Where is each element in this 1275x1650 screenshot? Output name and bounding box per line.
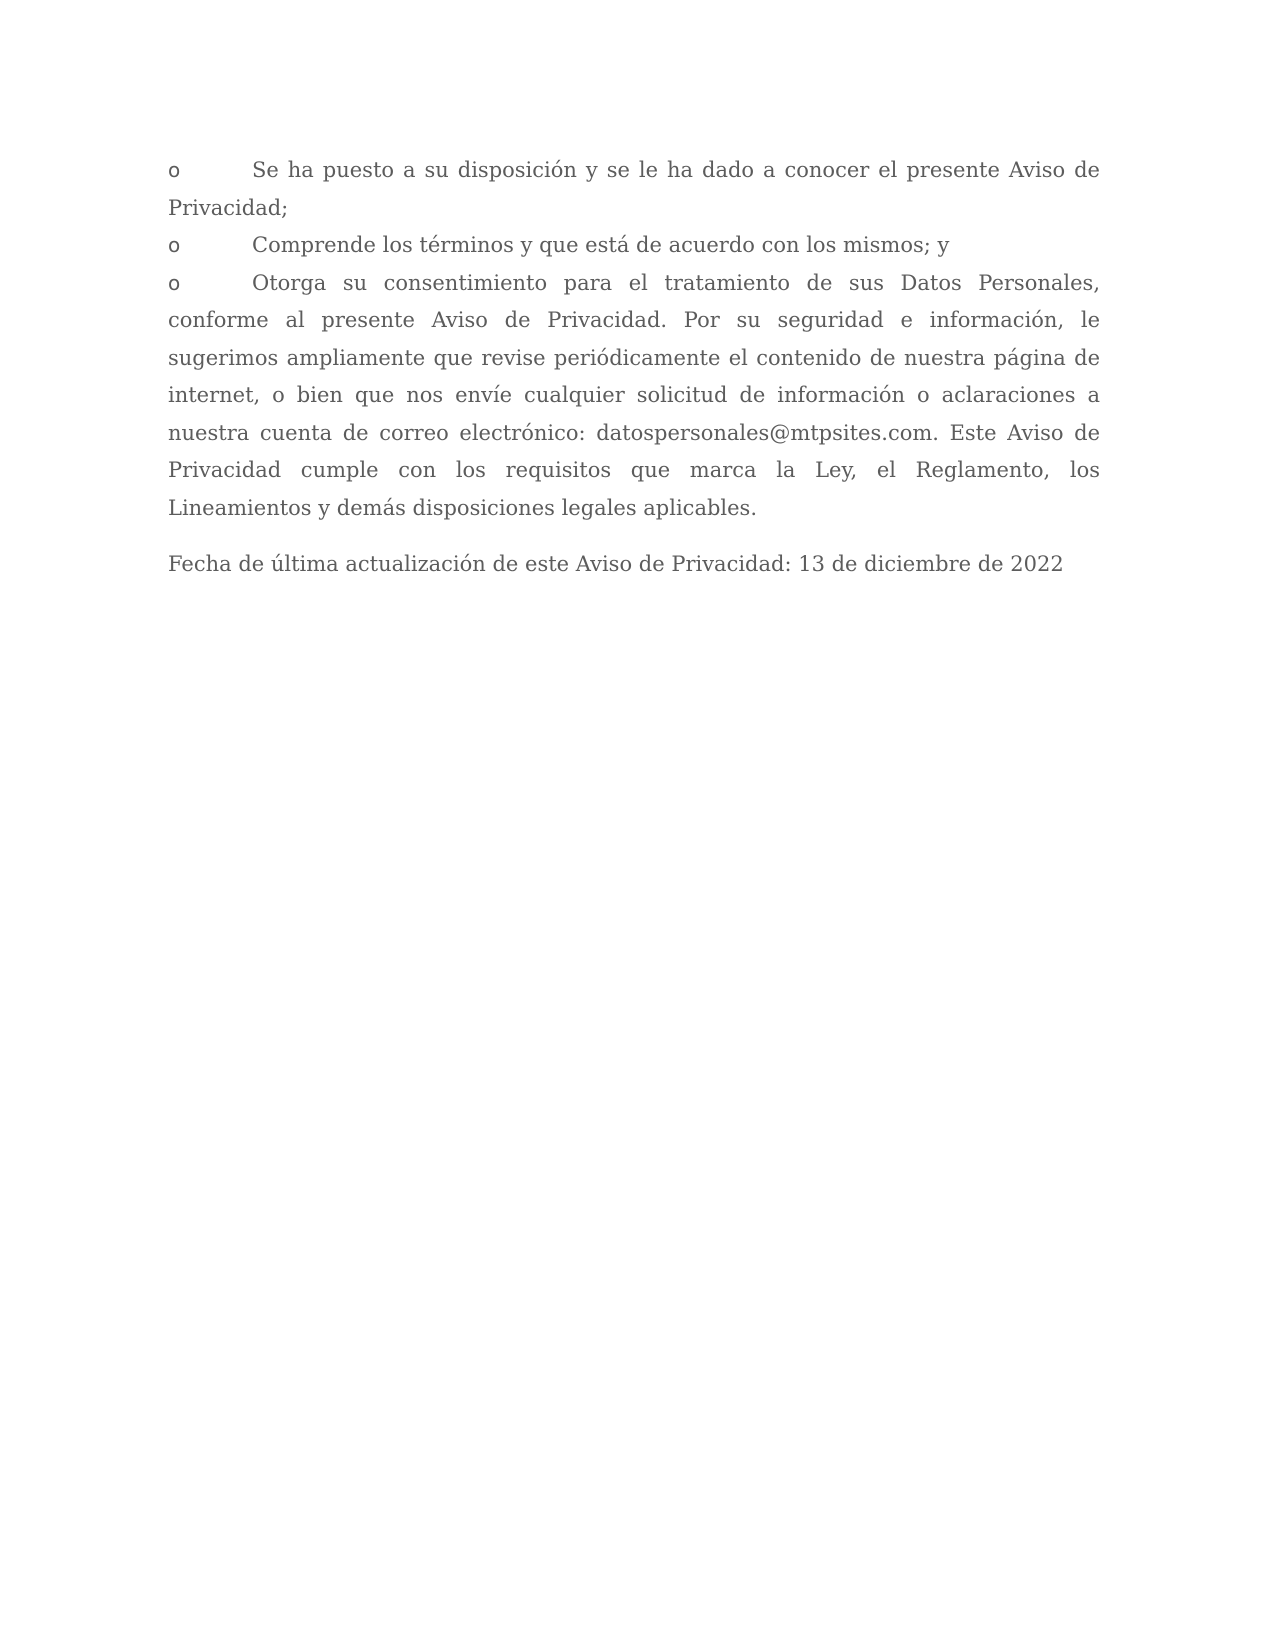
list-item [168, 227, 1100, 265]
list-item [168, 152, 1100, 227]
bullet-icon: o [168, 270, 181, 295]
last-updated-date: Fecha de última actualización de este Aviso de Privacidad: 13 de diciembre de 2022 [168, 552, 1064, 576]
list-item-text: Comprende los términos y que está de acuerdo con los mismos; y [252, 233, 950, 257]
list-item [168, 265, 1100, 528]
bullet-icon: o [168, 233, 181, 257]
bullet-icon: o [168, 158, 181, 182]
document-body [168, 152, 1100, 584]
list-item-text: Otorga su consentimiento para el tratamiento de sus Datos Personales, conforme al presente Aviso de Privacidad. Por su seguridad e información, le sugerimos ampliamente que revise periódicamente el contenido de nuestra página de internet, o bien que nos envíe cualquier solicitud de información o aclaraciones a nuestra cuenta de correo electrónico: datospersonales@mtpsites.com. Este Aviso de Privacidad cumple con los requisitos que marca la Ley, el Reglamento, los Lineamientos y demás disposiciones legales aplicables. [168, 270, 1100, 520]
list-item-text: Se ha puesto a su disposición y se le ha dado a conocer el presente Aviso de Privacidad; [168, 158, 1100, 220]
